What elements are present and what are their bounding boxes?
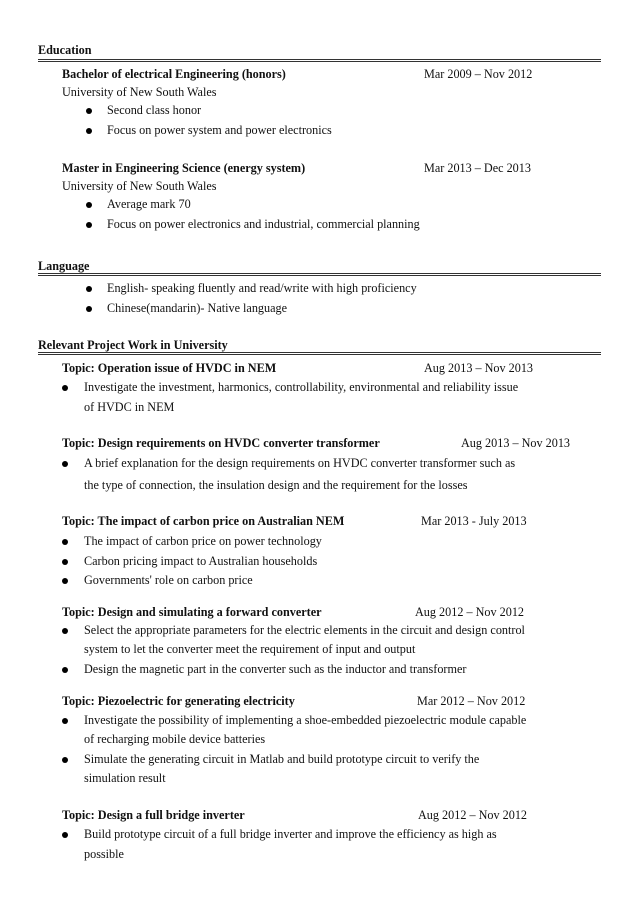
project-3-bullet-3: Governments' role on carbon price — [84, 573, 253, 587]
project-1-date: Aug 2013 – Nov 2013 — [424, 361, 534, 375]
project-2-bullet-1-line-1: A brief explanation for the design requirements on HVDC converter transformer such as — [84, 456, 516, 470]
bullet-icon — [62, 832, 68, 838]
degree-1-date: Mar 2009 – Nov 2012 — [424, 67, 533, 81]
degree-2-bullet-1: Average mark 70 — [107, 197, 191, 211]
language-heading: Language — [38, 259, 90, 273]
education-heading: Education — [38, 43, 92, 57]
bullet-icon — [62, 539, 68, 545]
project-4-date: Aug 2012 – Nov 2012 — [415, 605, 525, 619]
project-4-bullet-1-line-1: Select the appropriate parameters for the electric elements in the circuit and design control — [84, 623, 525, 637]
degree-1-bullet-1: Second class honor — [107, 103, 202, 117]
bullet-icon — [62, 628, 68, 634]
project-3-bullet-2: Carbon pricing impact to Australian households — [84, 554, 318, 568]
bullet-icon — [62, 461, 68, 467]
project-6-bullet-1-line-1: Build prototype circuit of a full bridge inverter and improve the efficiency as high as — [84, 827, 497, 841]
degree-1-bullet-2: Focus on power system and power electronics — [107, 123, 332, 137]
project-4-bullet-1-line-2: system to let the converter meet the requirement of input and output — [84, 642, 416, 656]
project-2-bullet-1-line-2: the type of connection, the insulation design and the requirement for the losses — [84, 478, 468, 492]
language-2: Chinese(mandarin)- Native language — [107, 301, 288, 315]
project-4-topic: Topic: Design and simulating a forward converter — [62, 605, 322, 619]
bullet-icon — [86, 128, 92, 134]
project-1-bullet-1-line-1: Investigate the investment, harmonics, controllability, environmental and reliability issue — [84, 380, 519, 394]
degree-1-title: Bachelor of electrical Engineering (honors) — [62, 67, 286, 81]
language-1: English- speaking fluently and read/write with high proficiency — [107, 281, 417, 295]
project-6-bullet-1-line-2: possible — [84, 847, 124, 861]
bullet-icon — [86, 222, 92, 228]
project-2-topic: Topic: Design requirements on HVDC converter transformer — [62, 436, 380, 450]
bullet-icon — [86, 306, 92, 312]
bullet-icon — [62, 559, 68, 565]
bullet-icon — [62, 667, 68, 673]
project-3-bullet-1: The impact of carbon price on power technology — [84, 534, 322, 548]
project-5-bullet-2-line-2: simulation result — [84, 771, 166, 785]
project-5-topic: Topic: Piezoelectric for generating electricity — [62, 694, 295, 708]
degree-1-school: University of New South Wales — [62, 85, 217, 99]
bullet-icon — [86, 286, 92, 292]
bullet-icon — [62, 385, 68, 391]
project-5-bullet-1-line-2: of recharging mobile device batteries — [84, 732, 266, 746]
project-6-topic: Topic: Design a full bridge inverter — [62, 808, 245, 822]
bullet-icon — [62, 757, 68, 763]
bullet-icon — [62, 578, 68, 584]
project-6-date: Aug 2012 – Nov 2012 — [418, 808, 528, 822]
language-rule — [38, 273, 601, 276]
project-2-date: Aug 2013 – Nov 2013 — [461, 436, 571, 450]
bullet-icon — [86, 108, 92, 114]
project-1-bullet-1-line-2: of HVDC in NEM — [84, 400, 175, 414]
project-5-bullet-1-line-1: Investigate the possibility of implementing a shoe-embedded piezoelectric module capable — [84, 713, 527, 727]
degree-2-title: Master in Engineering Science (energy system) — [62, 161, 306, 175]
bullet-icon — [62, 718, 68, 724]
project-4-bullet-2: Design the magnetic part in the converter such as the inductor and transformer — [84, 662, 467, 676]
education-rule — [38, 59, 601, 62]
projects-heading: Relevant Project Work in University — [38, 338, 228, 352]
project-3-topic: Topic: The impact of carbon price on Australian NEM — [62, 514, 345, 528]
project-5-bullet-2-line-1: Simulate the generating circuit in Matlab and build prototype circuit to verify the — [84, 752, 480, 766]
degree-2-date: Mar 2013 – Dec 2013 — [424, 161, 531, 175]
degree-2-school: University of New South Wales — [62, 179, 217, 193]
project-5-date: Mar 2012 – Nov 2012 — [417, 694, 526, 708]
bullet-icon — [86, 202, 92, 208]
project-3-date: Mar 2013 - July 2013 — [421, 514, 527, 528]
project-1-topic: Topic: Operation issue of HVDC in NEM — [62, 361, 277, 375]
projects-rule — [38, 352, 601, 355]
degree-2-bullet-2: Focus on power electronics and industrial, commercial planning — [107, 217, 420, 231]
